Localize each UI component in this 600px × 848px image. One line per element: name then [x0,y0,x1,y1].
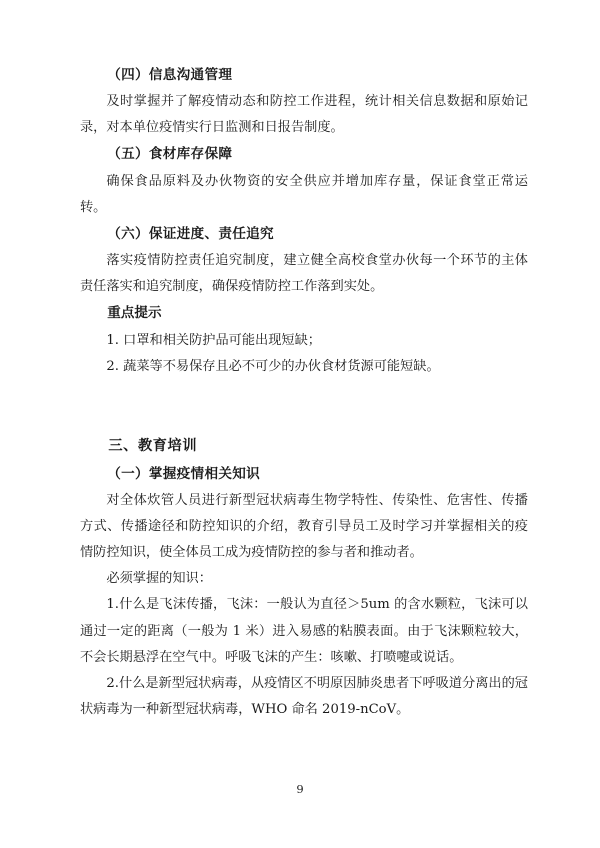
section-spacer [80,393,528,419]
para-training-intro: 对全体炊管人员进行新型冠状病毒生物学特性、传染性、危害性、传播方式、传播途径和防控知识的介绍，教育引导员工及时学习并掌握相关的疫情防控知识，使全体员工成为疫情防控的参与者和推动者。 [80,492,528,561]
para-progress-accountability: 落实疫情防控责任追究制度，建立健全高校食堂办伙每一个环节的主体责任落实和追究制度，确保疫情防控工作落到实处。 [80,253,528,295]
document-body [80,62,528,723]
para-knowledge-1: 1.什么是飞沫传播，飞沫：一般认为直径＞5um 的含水颗粒，飞沫可以通过一定的距离（一般为 1 米）进入易感的粘膜表面。由于飞沫颗粒较大，不会长期悬浮在空气中。呼吸飞沫的产生：咳嗽、打喷嚏或说话。 [80,597,528,665]
heading-progress-accountability: （六）保证进度、责任追究 [107,225,274,242]
para-info-communication: 及时掌握并了解疫情动态和防控工作进程，统计相关信息数据和原始记录，对本单位疫情实行日监测和日报告制度。 [80,94,528,136]
para-must-know-label: 必须掌握的知识： [106,571,212,587]
para-food-storage: 确保食品原料及办伙物资的安全供应并增加库存量，保证食堂正常运转。 [80,173,528,215]
heading-food-storage: （五）食材库存保障 [107,146,233,163]
heading-section-three: 三、教育培训 [108,438,198,455]
para-tip-1: 1. 口罩和相关防护品可能出现短缺； [106,332,321,348]
para-tip-2: 2. 蔬菜等不易保存且必不可少的办伙食材货源可能短缺。 [106,358,440,374]
page-number: 9 [296,782,304,796]
heading-key-tips: 重点提示 [107,305,162,322]
para-knowledge-2: 2.什么是新型冠状病毒，从疫情区不明原因肺炎患者下呼吸道分离出的冠状病毒为一种新型冠状病毒，WHO 命名 2019-nCoV。 [80,675,528,717]
heading-grasp-knowledge: （一）掌握疫情相关知识 [107,465,261,482]
heading-info-communication: （四）信息沟通管理 [107,67,233,83]
